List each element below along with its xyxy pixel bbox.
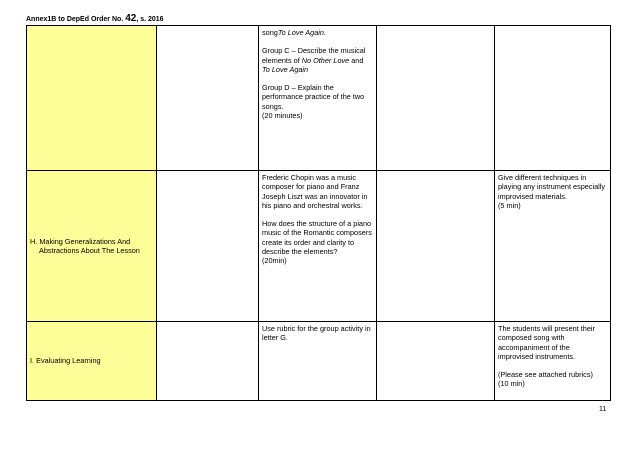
page-header (26, 13, 164, 24)
techniques-text: Give different techniques in playing any instrument especially improvised materials. (498, 173, 606, 201)
table-cell-activities (259, 26, 377, 171)
table-cell-empty (377, 322, 495, 401)
chopin-text: Frederic Chopin was a music composer for piano and Franz Joseph Liszt was an innovator in his piano and orchestral works. (262, 173, 368, 210)
group-c-and: and (349, 55, 364, 65)
header-suffix: , s. 2016 (136, 16, 164, 23)
time-allotment: (20 minutes) (262, 111, 303, 121)
table-cell-empty (157, 322, 259, 401)
header-prefix: Annex1B to DepEd Order No. (26, 16, 124, 23)
table-cell-empty (495, 26, 611, 171)
page-number: 11 (599, 406, 607, 413)
table-cell-activities (259, 322, 377, 401)
group-c-song2: To Love Again (262, 64, 309, 74)
table-cell-notes (495, 171, 611, 322)
song-text: song (262, 28, 278, 37)
table-cell-empty (377, 26, 495, 171)
row-label-text: I. Evaluating Learning (30, 356, 101, 366)
table-cell-empty (157, 26, 259, 171)
group-c-text: Group C – Describe the musical elements of (262, 46, 366, 65)
rubric-text: Use rubric for the group activity in letter G. (262, 324, 371, 343)
table-cell-activities (259, 171, 377, 322)
group-c-song1: No Other Love (301, 55, 350, 65)
lesson-plan-table (26, 25, 611, 401)
structure-question: How does the structure of a piano music of the Romantic composers create its order and clarity to describe the elements? (262, 219, 372, 257)
row-label-empty (27, 26, 157, 171)
row-label-text: H. Making Generalizations And Abstractions About The Lesson (30, 236, 140, 255)
time-allotment: (10 min) (498, 379, 525, 389)
table-row-h (27, 171, 611, 322)
time-allotment: (5 min) (498, 200, 521, 210)
row-label-i (27, 322, 157, 401)
table-row-i (27, 322, 611, 401)
group-d-text: Group D – Explain the performance practice of the two songs. (262, 83, 365, 111)
row-label-h (27, 171, 157, 322)
time-allotment: (20min) (262, 256, 287, 266)
header-order-number: 42 (125, 13, 137, 24)
song-title: To Love Again. (277, 28, 326, 37)
table-row-g (27, 26, 611, 171)
present-text: The students will present their composed song with accompaniment of the improvised instruments. (498, 324, 595, 361)
table-cell-empty (157, 171, 259, 322)
table-cell-empty (377, 171, 495, 322)
rubrics-note: (Please see attached rubrics) (498, 370, 593, 380)
table-cell-notes (495, 322, 611, 401)
